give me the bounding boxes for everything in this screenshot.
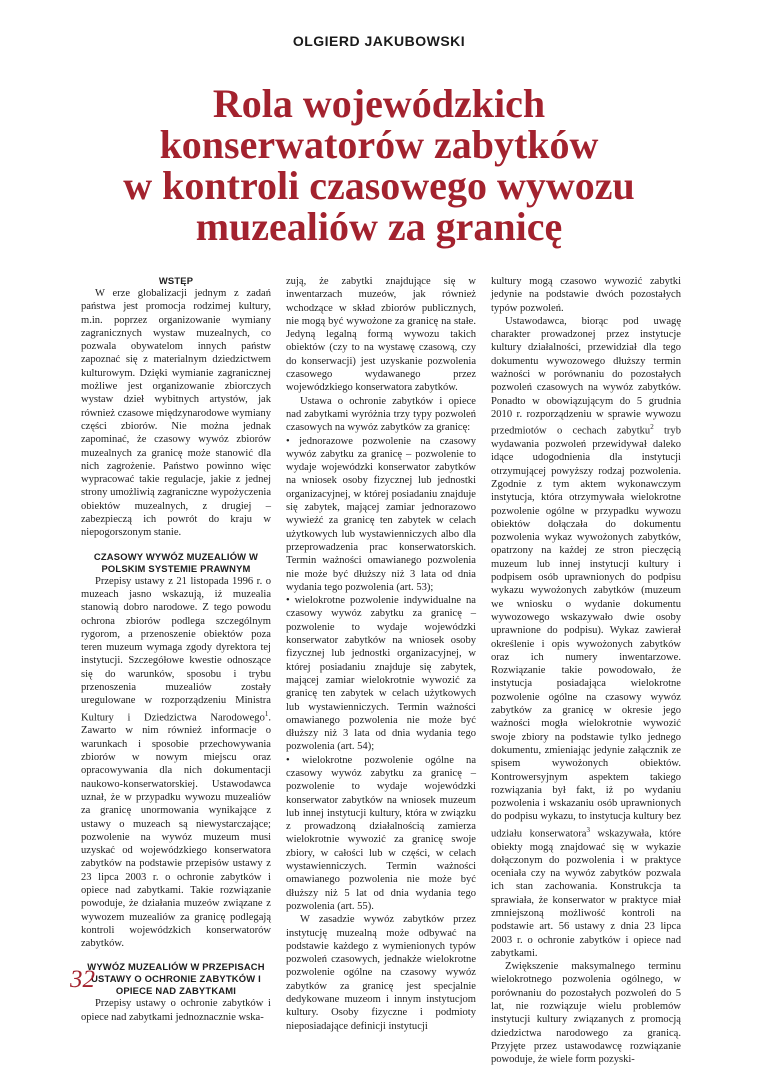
footnote-ref[interactable]: 3 xyxy=(586,825,590,834)
paragraph: Zwiększenie maksymalnego terminu wielokrotnego pozwolenia ogólnego, w porównaniu do pozostałych pozwoleń do 5 lat, nie rozwiązuje wielu problemów instytucji kultury związanych z promocją dziedzictwa narodowego za granicą. Przyjęte przez ustawodawcę rozwiązanie powoduje, że wiele form pozyski- xyxy=(491,961,681,1066)
section-heading-czasowy-wywoz: CZASOWY WYWÓZ MUZEALIÓW W POLSKIM SYSTEMIE PRAWNYM xyxy=(93,550,259,574)
title-line: muzealiów za granicę xyxy=(195,204,563,249)
paragraph xyxy=(491,315,681,960)
paragraph: kultury mogą czasowo wywozić zabytki jedynie na podstawie dwóch pozostałych typów pozwoleń. xyxy=(491,276,681,314)
paragraph-text: tryb wydawania pozwoleń przewidywał daleko idące udogodnienia dla instytucji otrzymującej powyższy rodzaj pozwolenia. Zgodnie z tym aktem wykonawczym instytucja, która otrzymywała wielokrotne pozwolenie ogólne w przypadku wywozu obiektów dołączała do dokumentu pozwolenia wykaz wywożonych zabytków, opatrzony na każdej ze stron pieczęcią muzeum lub innej instytucji kultury i podpisem osób uprawnionych do podpisu wykazu wywożonych zabytków (muzeum we wniosku o wydanie dokumentu wywozowego wskazywało dwie osoby uprawnione do podpisu). Wykaz zawierał określenie i opis wywożonych zabytków oraz ich numery inwentarzowe. Rozwiązanie takie powodowało, że instytucja posiadająca wielokrotne pozwolenie ogólne na czasowy wywóz zabytków za granicę w okresie jego ważności mogła wielokrotnie wywozić swoje zbiory na podstawie tylko jednego dokumentu, zmieniając jedynie załącznik ze spisem wywożonych obiektów. Kontrowersyjnym aspektem takiego rozwiązania był fakt, iż po wydaniu pozwolenia i wskazaniu osób uprawnionych do podpisu wykazu, to instytucja kultury bez udziału konserwatora xyxy=(491,425,681,840)
list-item: • wielokrotne pozwolenie ogólne na czasowy wywóz zabytku za granicę – pozwolenie to wydaje wojewódzki konserwator zabytków na wniosek muzeum lub innej instytucji kultury, która w związku z prowadzoną działalnością zamierza wielokrotnie wywozić za granicę swoje zbiory, w całości lub w części, w celach wystawienniczych. Termin ważności omawianego pozwolenia nie może być dłuższy niż 5 lat od dnia wydania tego pozwolenia (art. 55). xyxy=(286,754,476,912)
title-line: konserwatorów zabytków xyxy=(159,122,599,167)
footnote-ref[interactable]: 1 xyxy=(264,709,269,718)
paragraph-text: wskazywała, które obiekty mogą znajdować się w wykazie dołączonym do pozwolenia i w praktyce oceniała czy na wywóz zabytków pozwala ich stan zachowania. Konstrukcja ta sprawiała, że konserwator w praktyce miał zmniejszoną możliwość kontroli na podstawie art. 56 ustawy z dnia 23 lipca 2003 r. o ochronie zabytków i opiece nad zabytkami. xyxy=(491,828,681,959)
paragraph: W zasadzie wywóz zabytków przez instytucję muzealną może odbywać na podstawie każdego z wymienionych typów pozwoleń czasowych, jednakże wielokrotne pozwolenie ogólne na czasowy wywóz zabytków za granicę jest specjalnie dedykowane muzeom i innym instytucjom kultury. Osoby fizyczne i podmioty nieposiadające definicji instytucji xyxy=(286,914,476,1032)
title-line: Rola wojewódzkich xyxy=(212,81,546,126)
title-line: w kontroli czasowego wywozu xyxy=(123,163,635,208)
section-heading-wywoz-przepisy: WYWÓZ MUZEALIÓW W PRZEPISACH USTAWY O OCHRONIE ZABYTKÓW I OPIECE NAD ZABYTKAMI xyxy=(87,961,265,997)
article-title xyxy=(40,83,718,247)
paragraph: Przepisy ustawy o ochronie zabytków i opiece nad zabytkami jednoznacznie wska- xyxy=(81,998,271,1023)
column-2 xyxy=(286,275,476,1032)
paragraph: Ustawa o ochronie zabytków i opiece nad zabytkami wyróżnia trzy typy pozwoleń czasowych na wywóz zabytków za granicę: xyxy=(286,395,476,434)
footnote-ref[interactable]: 2 xyxy=(650,423,654,432)
paragraph: W erze globalizacji jednym z zadań państwa jest promocja rodzimej kultury, m.in. poprzez organizowanie wymiany zagranicznych wystaw muzealnych, co pozwala obywatelom innych państw zapoznać się z materialnym dziedzictwem kulturowym. Dzięki wymianie zagranicznej możliwe jest organizowanie zbiorczych wystaw dzieł wybitnych artystów, jak również czasowe międzynarodowe wymiany części zbiorów. Nie można jednak zapominać, że czasowy wywóz zbiorów muzealnych za granicę może stanowić dla nich zagrożenie. Państwo powinno więc wypracować takie regulacje, jakie z jednej strony umożliwią zagraniczne wypożyczenia obiektów muzealnych, z drugiej – zabezpieczą ich powrót do kraju w niepogorszonym stanie. xyxy=(81,288,271,539)
paragraph xyxy=(81,575,271,951)
section-heading-wstep: WSTĘP xyxy=(158,275,194,286)
paragraph-text: Ustawodawca, biorąc pod uwagę charakter prowadzonej przez instytucje kultury działalności, przewidział dla tego dokumentu wywozowego dłuższy termin ważności w porównaniu do pozostałych pozwoleń czasowych na wywóz zabytków. Ponadto w obowiązującym do 5 grudnia 2010 r. rozporządzeniu w sprawie wywozu przedmiotów o cechach zabytku xyxy=(491,315,681,437)
column-3 xyxy=(491,275,681,1066)
author-name: OLGIERD JAKUBOWSKI xyxy=(292,33,466,49)
paragraph-text: . Zawarto w nim również informacje o warunkach i sposobie przechowywania zbiorów w nowym miejscu oraz opracowywania dla nich dokumentacji naukowo-konserwatorskiej. Ustawodawca uznał, że w przypadku wywozu muzealiów za granicę unormowania wynikające z ustawy o muzeach są niewystarczające; pozwolenie na wywóz muzeum musi uzyskać od wojewódzkiego konserwatora zabytków na podstawie przepisów ustawy z 23 lipca 2003 r. o ochronie zabytków i opiece nad zabytkami. Takie rozwiązanie powoduje, że działania muzeów związane z wywozem muzealiów za granicę podlegają kontroli wojewódzkich konserwatorów zabytków. xyxy=(81,712,271,950)
list-item: • wielokrotne pozwolenie indywidualne na czasowy wywóz zabytku za granicę – pozwolenie to wydaje wojewódzki konserwator zabytków na wniosek osoby fizycznej lub jednostki organizacyjnej, w której posiadaniu znajduje się zabytek, mającej zamiar wielokrotnie wywozić za granicę ten zabytek w celach użytkowych lub wystawienniczych. Termin ważności omawianego pozwolenia nie może być dłuższy niż 3 lata od dnia wydania tego pozwolenia (art. 54); xyxy=(286,595,476,753)
paragraph-text: Przepisy ustawy z 21 listopada 1996 r. o muzeach jasno wskazują, iż muzealia stanowią dobro narodowe. Z tego powodu ochrona zbiorów podlega szczególnym rygorom, a przenoszenie obiektów poza teren muzeum wymaga zgody dyrektora tej instytucji. Szczegółowe kwestie odnoszące się do warunków, sposobu i trybu przenoszenia muzealiów zostały uregulowane w rozporządzeniu Ministra Kultury i Dziedzictwa Narodowego xyxy=(81,575,271,724)
list-item: • jednorazowe pozwolenie na czasowy wywóz zabytku za granicę – pozwolenie to wydaje wojewódzki konserwator zabytków na wniosek osoby fizycznej lub jednostki organizacyjnej, w której posiadaniu znajduje się zabytek, mającej zamiar jednorazowo wywieźć za granicę ten zabytek w celach użytkowych lub wystawienniczych albo dla przeprowadzenia prac konserwatorskich. Termin ważności omawianego pozwolenia nie może być dłuższy niż 3 lata od dnia wydania tego pozwolenia (art. 53); xyxy=(286,435,476,593)
page-number: 32 xyxy=(70,966,95,993)
paragraph: zują, że zabytki znajdujące się w inwentarzach muzeów, jak również wchodzące w skład zbiorów publicznych, nie mogą być wywożone za granicę na stałe. Jedyną legalną formą wywozu takich obiektów (czy to na wystawę czasową, czy do konserwacji) jest uzyskanie pozwolenia czasowego wydawanego przez wojewódzkiego konserwatora zabytków. xyxy=(286,276,476,394)
